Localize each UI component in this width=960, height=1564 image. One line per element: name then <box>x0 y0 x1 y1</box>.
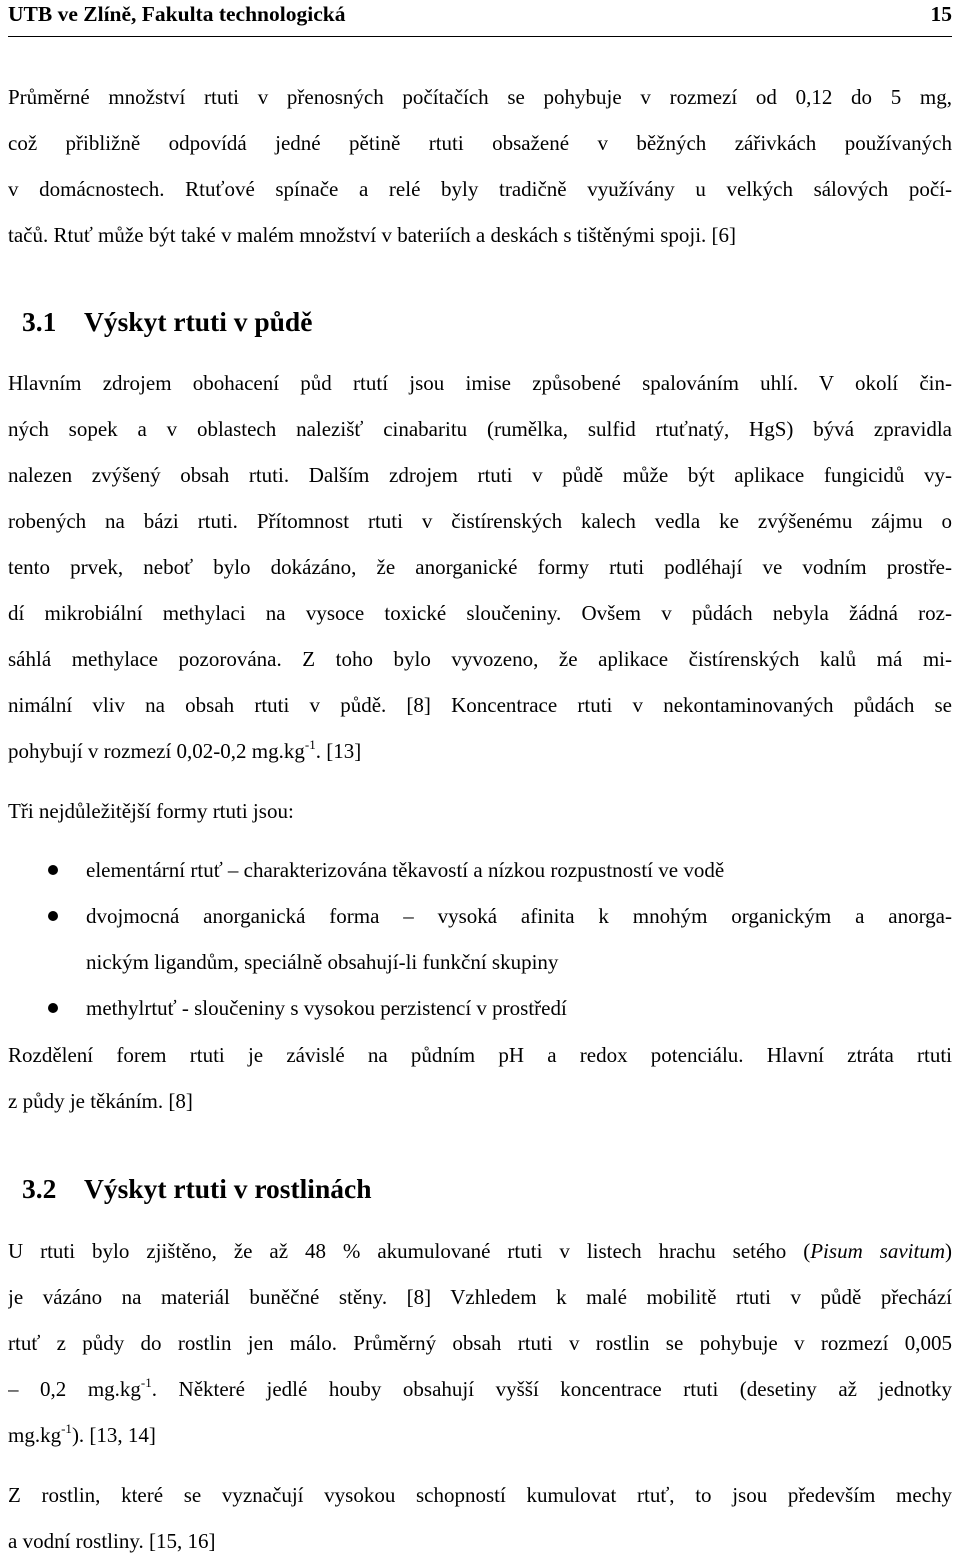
text-line: Tři nejdůležitější formy rtuti jsou: <box>8 799 294 823</box>
list-item <box>8 893 952 985</box>
bullet-icon <box>48 865 58 875</box>
text-line <box>8 1366 952 1412</box>
text-line: a vodní rostliny. [15, 16] <box>8 1529 216 1553</box>
text-line: tačů. Rtuť může být také v malém množství v bateriích a deskách s tištěnými spoji. [6] <box>8 223 737 247</box>
text-line: dí mikrobiální methylaci na vysoce toxické sloučeniny. Ovšem v půdách nebyla žádná roz- <box>8 601 952 625</box>
superscript: -1 <box>140 1375 152 1390</box>
bullet-icon <box>48 1003 58 1013</box>
text-line: je vázáno na materiál buněčné stěny. [8] Vzhledem k malé mobilitě rtuti v půdě přechází <box>8 1285 952 1309</box>
text-segment: ) <box>945 1239 952 1263</box>
section-title: Výskyt rtuti v rostlinách <box>84 1173 372 1204</box>
forms-intro <box>8 788 952 834</box>
text-segment: U rtuti bylo zjištěno, že až 48 % akumulované rtuti v listech hrachu setého ( <box>8 1239 811 1263</box>
text-segment: ). [13, 14] <box>71 1423 156 1447</box>
section-number: 3.2 <box>22 1173 57 1204</box>
text-line: Rozdělení forem rtuti je závislé na půdním pH a redox potenciálu. Hlavní ztráta rtuti <box>8 1043 952 1067</box>
species-name: Pisum savitum <box>810 1239 946 1263</box>
text-line: Z rostlin, které se vyznačují vysokou schopností kumulovat rtuť, to jsou především mechy <box>8 1483 952 1507</box>
text-segment: . Některé jedlé houby obsahují vyšší koncentrace rtuti (desetiny až jednotky <box>151 1377 952 1401</box>
text-line: nalezen zvýšený obsah rtuti. Dalším zdrojem rtuti v půdě může být aplikace fungicidů vy- <box>8 463 952 487</box>
page-number: 15 <box>930 2 952 26</box>
text-segment: pohybují v rozmezí 0,02-0,2 mg.kg <box>8 739 305 763</box>
text-line: z půdy je těkáním. [8] <box>8 1089 193 1113</box>
closing-paragraph <box>8 1032 952 1124</box>
text-line: ných sopek a v oblastech nalezišť cinabaritu (rumělka, sulfid rtuťnatý, HgS) bývá zpravidla <box>8 417 952 441</box>
text-line: tento prvek, neboť bylo dokázáno, že anorganické formy rtuti podléhají ve vodním prostře- <box>8 555 952 579</box>
list-item <box>8 985 952 1031</box>
text-line <box>8 1412 952 1458</box>
section-title: Výskyt rtuti v půdě <box>84 306 313 337</box>
text-line: sáhlá methylace pozorována. Z toho bylo vyvozeno, že aplikace čistírenských kalů má mi- <box>8 647 952 671</box>
text-line <box>8 1228 952 1274</box>
plants-paragraph <box>8 1228 952 1458</box>
text-line: v domácnostech. Rtuťové spínače a relé byly tradičně využívány u velkých sálových počí- <box>8 177 952 201</box>
list-item <box>8 847 952 893</box>
text-line: Hlavním zdrojem obohacení půd rtutí jsou imise způsobené spalováním uhlí. V okolí čin- <box>8 371 952 395</box>
text-line <box>8 728 952 774</box>
section-number: 3.1 <box>22 306 57 337</box>
text-line: Průměrné množství rtuti v přenosných počítačích se pohybuje v rozmezí od 0,12 do 5 mg, <box>8 85 952 109</box>
superscript: -1 <box>61 1421 72 1436</box>
text-line: což přibližně odpovídá jedné pětině rtuti obsažené v běžných zářivkách používaných <box>8 131 952 155</box>
header-title: UTB ve Zlíně, Fakulta technologická <box>8 2 346 26</box>
text-line: nickým ligandům, speciálně obsahují-li funkční skupiny <box>86 950 559 974</box>
plants-paragraph-2 <box>8 1472 952 1564</box>
text-line: methylrtuť - sloučeniny s vysokou perzistencí v prostředí <box>86 996 567 1020</box>
text-line: robených na bázi rtuti. Přítomnost rtuti v čistírenských kalech vedla ke zvýšenému zájmu o <box>8 509 952 533</box>
text-line: elementární rtuť – charakterizována těkavostí a nízkou rozpustností ve vodě <box>86 858 725 882</box>
section-heading-3-2 <box>22 1172 372 1206</box>
text-segment: mg.kg <box>8 1423 62 1447</box>
text-line: dvojmocná anorganická forma – vysoká afinita k mnohým organickým a anorga- <box>86 904 952 928</box>
text-line: nimální vliv na obsah rtuti v půdě. [8] Koncentrace rtuti v nekontaminovaných půdách se <box>8 693 952 717</box>
page-header <box>8 0 952 37</box>
text-line: rtuť z půdy do rostlin jen málo. Průměrný obsah rtuti v rostlin se pohybuje v rozmezí 0,005 <box>8 1331 952 1355</box>
bullet-icon <box>48 911 58 921</box>
section-heading-3-1 <box>22 305 312 339</box>
text-segment: – 0,2 mg.kg <box>8 1377 141 1401</box>
soil-paragraph <box>8 360 952 774</box>
mercury-forms-list <box>8 847 952 1031</box>
intro-paragraph <box>8 74 952 258</box>
text-segment: . [13] <box>315 739 362 763</box>
superscript: -1 <box>304 737 316 752</box>
